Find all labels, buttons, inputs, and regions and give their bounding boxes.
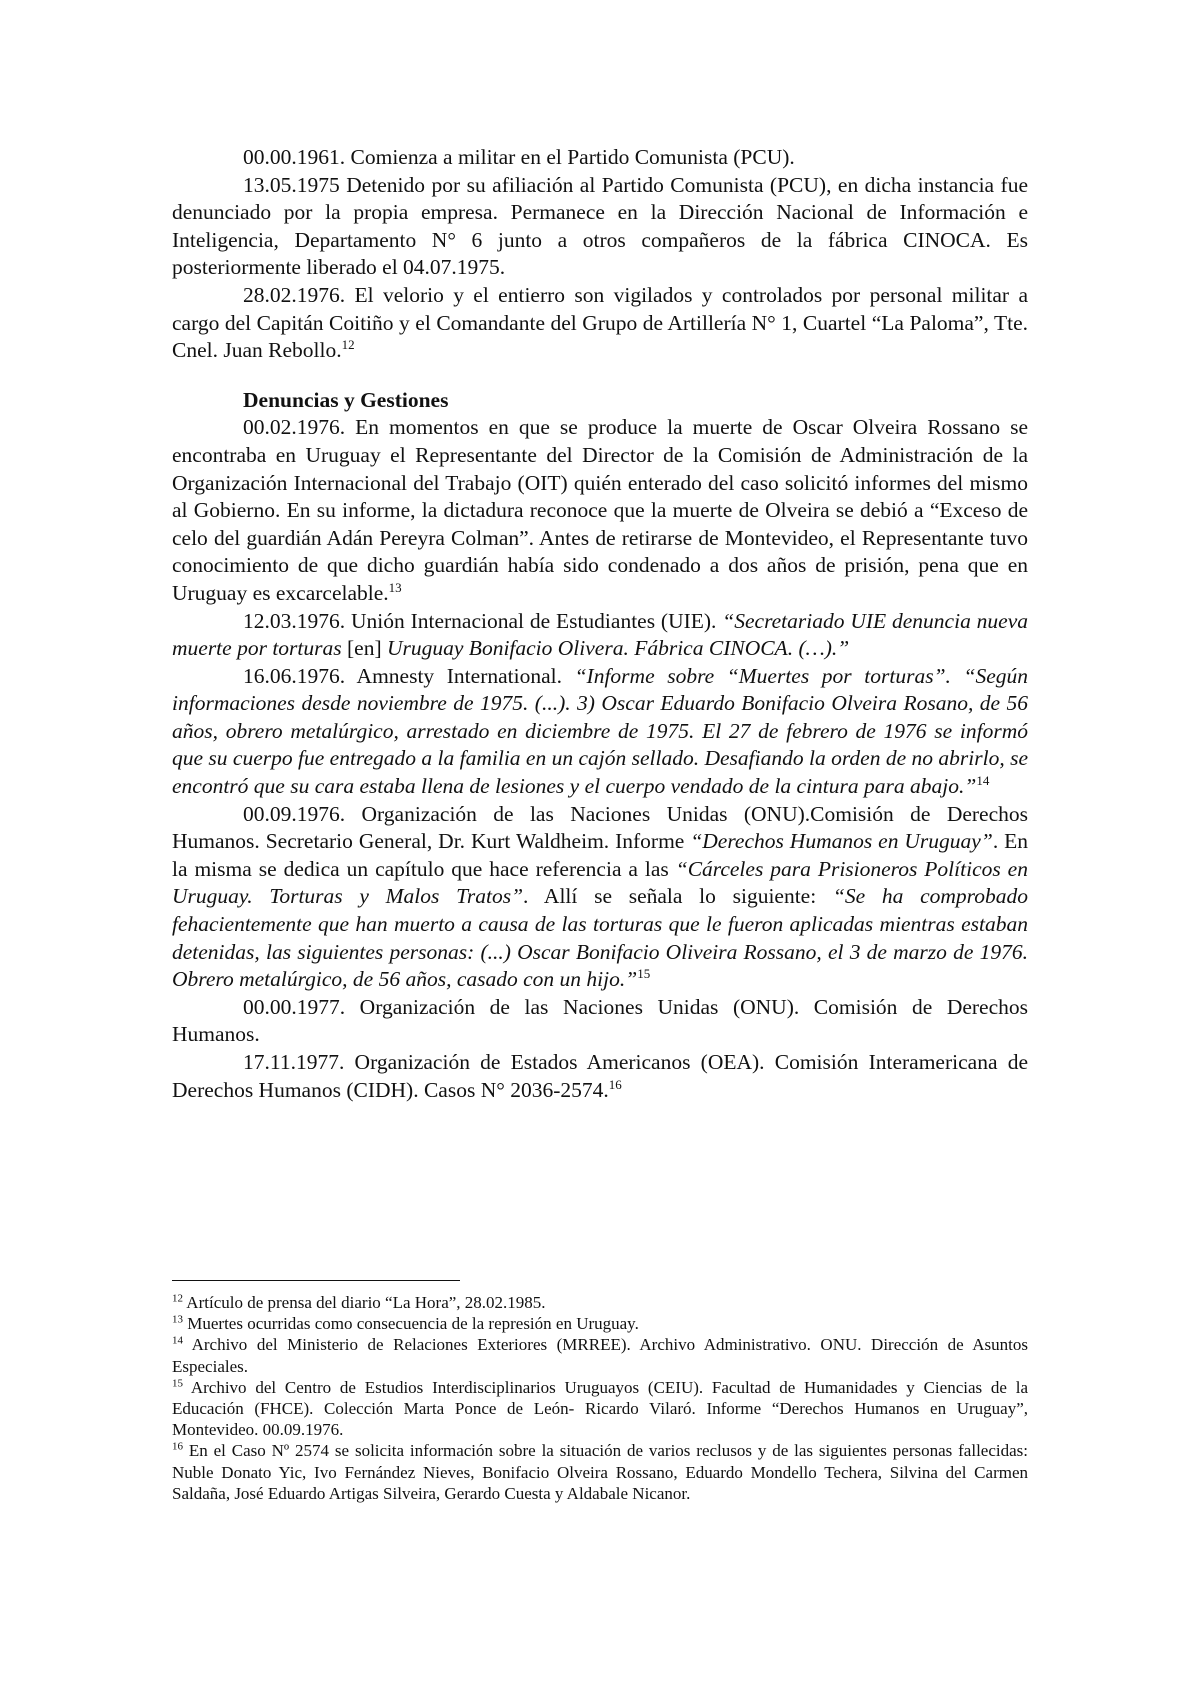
footnote-12: $^{12}$ Artículo de prensa del diario “La Hora”, 28.02.1985. (172, 1292, 546, 1312)
paragraph-oea: 17.11.1977. Organización de Estados Americanos (OEA). Comisión Interamericana de Derechos Humanos (CIDH). Casos N° 2036-2574.16 (172, 1050, 1028, 1102)
paragraph-onu-1976: 00.09.1976. Organización de las Naciones Unidas (ONU).Comisión de Derechos Humanos. Secretario General, Dr. Kurt Waldheim. Informe “Derechos Humanos en Uruguay”. En la misma se dedica un capítulo que hace referencia a las “Cárceles para Prisioneros Políticos en Uruguay. Torturas y Malos Tratos”. Allí se señala lo siguiente: “Se ha comprobado fehacientemente que han muerto a causa de las torturas que le fueron aplicadas mientras estaban detenidas, las siguientes personas: (...) Oscar Bonifacio Oliveira Rossano, el 3 de marzo de 1976. Obrero metalúrgico, de 56 años, casado con un hijo.”$^{15}$ (172, 801, 1029, 992)
footnote-ref-12: 12 (341, 337, 355, 352)
footnote-ref-13: 13 (388, 579, 402, 595)
paragraph-1975: 13.05.1975 Detenido por su afiliación al Partido Comunista (PCU), en dicha instancia fue denunciado por la propia empresa. Permanece en la Dirección Nacional de Información e Inteligencia, Departamento N° 6 junto a otros compañeros de la fábrica CINOCA. Es posteriormente liberado el 04.07.1975. (172, 172, 1028, 280)
footnotes (172, 1292, 1028, 1504)
footnote-15: $^{15}$ Archivo del Centro de Estudios Interdisciplinarios Uruguayos (CEIU). Facultad de Humanidades y Ciencias de la Educación (FHCE). Colección Marta Ponce de León- Ricardo Vilaró. Informe “Derechos Humanos en Uruguay”, Montevideo. 00.09.1976. (172, 1377, 1028, 1440)
footnote-ref-15: 15 (637, 966, 651, 982)
paragraph-1961: 00.00.1961. Comienza a militar en el Partido Comunista (PCU). (243, 145, 795, 169)
footnote-ref-14: 14 (976, 772, 990, 788)
paragraph-oit: 00.02.1976. En momentos en que se produce la muerte de Oscar Olveira Rossano se encontraba en Uruguay el Representante del Director de la Comisión de Administración de la Organización Internacional del Trabajo (OIT) quién enterado del caso solicitó informes del mismo al Gobierno. En su informe, la dictadura reconoce que la muerte de Olveira se debió a “Exceso de celo del guardián Adán Pereyra Colman”. Antes de retirarse de Montevideo, el Representante tuvo conocimiento de que dicho guardián había sido condenado a dos años de prisión, pena que en Uruguay es excarcelable.$^{13}$ (172, 415, 1028, 605)
footnote-ref-16: 16 (608, 1076, 622, 1092)
footnote-16: $^{16}$ En el Caso Nº 2574 se solicita información sobre la situación de varios reclusos y de las siguientes personas fallecidas: Nuble Donato Yic, Ivo Fernández Nieves, Bonifacio Olveira Rossano, Eduardo Mondello Techera, Silvina del Carmen Saldaña, José Eduardo Artigas Silveira, Gerardo Cuesta y Aldabale Nicanor. (172, 1440, 1028, 1503)
footnote-separator (172, 1280, 460, 1281)
paragraph-1976-velorio: 28.02.1976. El velorio y el entierro son vigilados y controlados por personal militar a cargo del Capitán Coitiño y el Comandante del Grupo de Artillería N° 1, Cuartel “La Paloma”, Tte. Cnel. Juan Rebollo.$^{12}$ (172, 282, 1028, 363)
footnote-14: $^{14}$ Archivo del Ministerio de Relaciones Exteriores (MRREE). Archivo Administrativo. ONU. Dirección de Asuntos Especiales. (172, 1334, 1028, 1376)
document-body (172, 144, 1028, 1104)
paragraph-onu-1977: 00.00.1977. Organización de las Naciones Unidas (ONU). Comisión de Derechos Humanos. (172, 994, 1028, 1047)
paragraph-uie: 12.03.1976. Unión Internacional de Estudiantes (UIE). “Secretariado UIE denuncia nueva muerte por torturas [en] Uruguay Bonifacio Olivera. Fábrica CINOCA. (…).” (172, 608, 1028, 661)
footnote-13: $^{13}$ Muertes ocurridas como consecuencia de la represión en Uruguay. (172, 1313, 639, 1334)
paragraph-amnesty: 16.06.1976. Amnesty International. “Informe sobre “Muertes por torturas”. “Según informaciones desde noviembre de 1975. (...). 3) Oscar Eduardo Bonifacio Olveira Rosano, de 56 años, obrero metalúrgico, arrestado en diciembre de 1975. El 27 de febrero de 1976 se informó que su cuerpo fue entregado a la familia en un cajón sellado. Desafiando la orden de no abrirlo, se encontró que su cara estaba llena de lesiones y el cuerpo vendado de la cintura para abajo.”$^{14}$ (172, 663, 1028, 799)
section-heading: Denuncias y Gestiones (243, 387, 449, 412)
